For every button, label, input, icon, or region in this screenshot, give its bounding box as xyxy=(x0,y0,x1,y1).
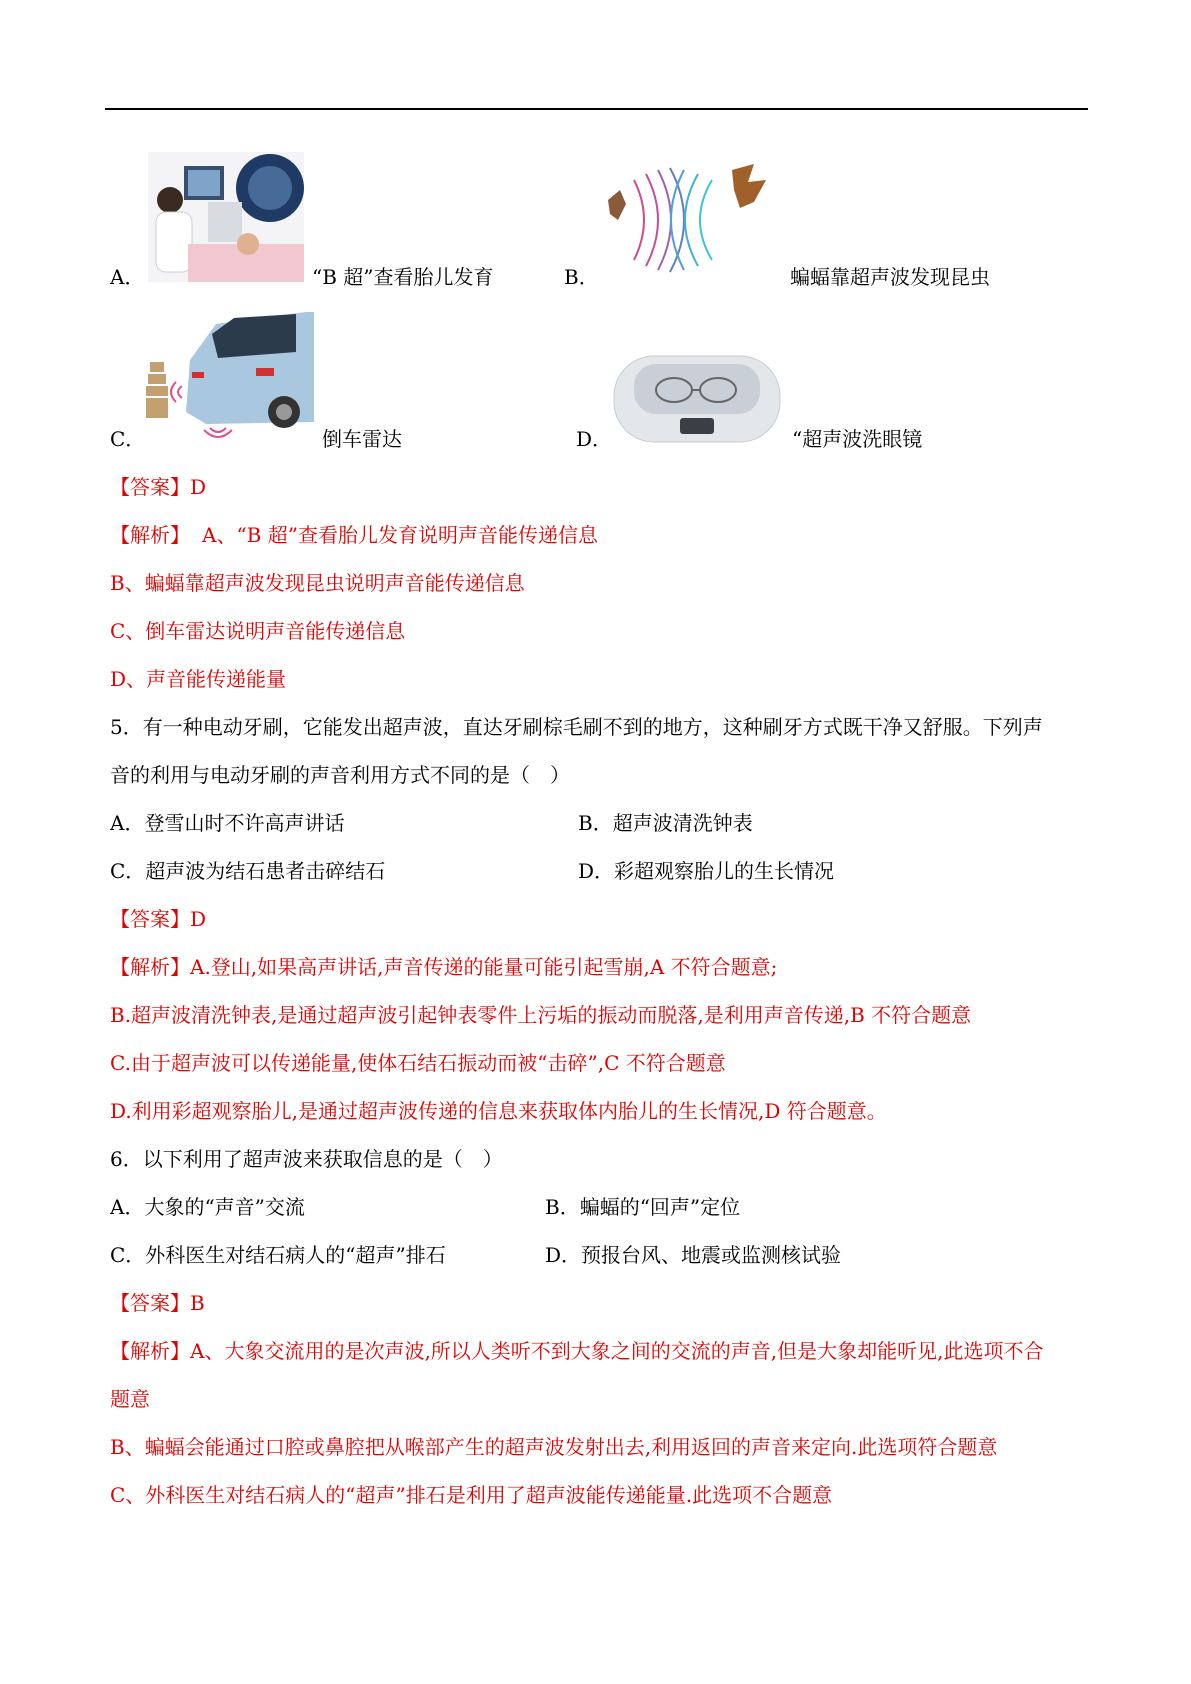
analysis-text: A、大象交流用的是次声波,所以人类听不到大象之间的交流的声音,但是大象却能听见,此选项不合 xyxy=(190,1339,1044,1363)
answer-value: D xyxy=(190,475,207,499)
q4-option-a-caption: “B 超”查看胎儿发育 xyxy=(312,265,494,289)
q4-option-d-letter: D． xyxy=(576,427,613,451)
analysis-tag: 【解析】 xyxy=(110,955,190,979)
q4-analysis-line-3: C、倒车雷达说明声音能传递信息 xyxy=(110,619,406,643)
reversing-radar-car-image xyxy=(146,312,314,442)
q6-analysis-line-3: B、蝙蝠会能通过口腔或鼻腔把从喉部产生的超声波发射出去,利用返回的声音来定向.此选项符合题意 xyxy=(110,1435,998,1459)
q4-option-d-caption: “超声波洗眼镜 xyxy=(792,427,923,451)
q5-option-d: D．彩超观察胎儿的生长情况 xyxy=(578,859,835,883)
q5-option-b: B．超声波清洗钟表 xyxy=(578,811,753,835)
q4-analysis-line-2: B、蝙蝠靠超声波发现昆虫说明声音能传递信息 xyxy=(110,571,525,595)
q6-analysis-line-4: C、外科医生对结石病人的“超声”排石是利用了超声波能传递能量.此选项不合题意 xyxy=(110,1483,833,1507)
q4-option-a-letter: A． xyxy=(110,265,145,289)
q4-option-b-caption: 蝙蝠靠超声波发现昆虫 xyxy=(790,265,990,289)
q5-analysis-line-1 xyxy=(110,954,777,980)
q6-analysis-line-2: 题意 xyxy=(110,1387,150,1411)
answer-tag: 【答案】 xyxy=(110,475,190,499)
q4-answer xyxy=(110,474,206,500)
q4-option-b-letter: B． xyxy=(564,265,599,289)
q4-option-c-letter: C． xyxy=(110,427,146,451)
q6-analysis-line-1 xyxy=(110,1338,1044,1364)
analysis-text: A、“B 超”查看胎儿发育说明声音能传递信息 xyxy=(202,523,598,547)
q6-option-d: D．预报台风、地震或监测核试验 xyxy=(545,1243,842,1267)
answer-value: D xyxy=(190,907,207,931)
q6-answer xyxy=(110,1290,205,1316)
answer-value: B xyxy=(190,1291,205,1315)
q5-option-c: C．超声波为结石患者击碎结石 xyxy=(110,859,386,883)
q5-analysis-line-3: C.由于超声波可以传递能量,使体石结石振动而被“击碎”,C 不符合题意 xyxy=(110,1051,726,1075)
q5-analysis-line-4: D.利用彩超观察胎儿,是通过超声波传递的信息来获取体内胎儿的生长情况,D 符合题意。 xyxy=(110,1099,887,1123)
ultrasonic-glasses-cleaner-image xyxy=(612,350,782,446)
analysis-tag: 【解析】 xyxy=(110,523,190,547)
q6-option-c: C．外科医生对结石病人的“超声”排石 xyxy=(110,1243,446,1267)
q4-option-c-caption: 倒车雷达 xyxy=(322,427,402,451)
q5-stem-line-1: 5．有一种电动牙刷，它能发出超声波，直达牙刷棕毛刷不到的地方，这种刷牙方式既干净又舒服。下列声 xyxy=(110,715,1043,739)
answer-tag: 【答案】 xyxy=(110,1291,190,1315)
q5-option-a: A．登雪山时不许高声讲话 xyxy=(110,811,345,835)
q6-option-b: B．蝙蝠的“回声”定位 xyxy=(545,1195,741,1219)
ultrasound-exam-image xyxy=(148,152,304,282)
q6-stem: 6．以下利用了超声波来获取信息的是（ ） xyxy=(110,1147,503,1171)
q5-answer xyxy=(110,906,206,932)
q4-analysis-line-4: D、声音能传递能量 xyxy=(110,667,287,691)
bat-echolocation-image xyxy=(604,160,774,280)
q4-analysis-line-1 xyxy=(110,522,598,548)
q5-stem-line-2: 音的利用与电动牙刷的声音利用方式不同的是（ ） xyxy=(110,763,570,787)
header-rule xyxy=(105,108,1088,110)
q6-option-a: A．大象的“声音”交流 xyxy=(110,1195,305,1219)
answer-tag: 【答案】 xyxy=(110,907,190,931)
q5-analysis-line-2: B.超声波清洗钟表,是通过超声波引起钟表零件上污垢的振动而脱落,是利用声音传递,B 不符合题意 xyxy=(110,1003,972,1027)
analysis-text: A.登山,如果高声讲话,声音传递的能量可能引起雪崩,A 不符合题意; xyxy=(190,955,778,979)
analysis-tag: 【解析】 xyxy=(110,1339,190,1363)
